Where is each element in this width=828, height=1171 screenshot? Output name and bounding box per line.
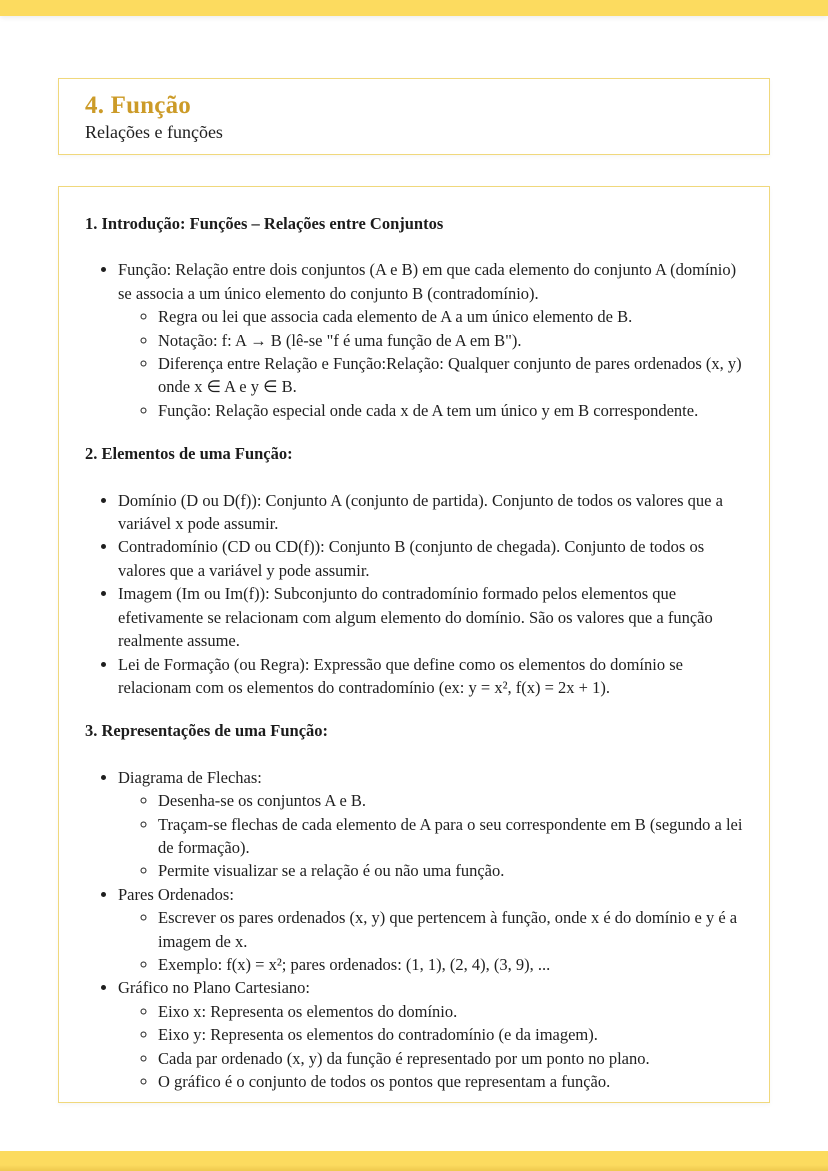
list-item [118, 582, 745, 652]
section [85, 442, 745, 699]
list-item [118, 883, 745, 977]
bullet-list [85, 489, 745, 700]
sub-bullet-list [118, 906, 745, 976]
page-title: 4. Função [85, 92, 191, 119]
sub-list-item-text: Notação: f: A → B (lê-se "f é uma função de A em B"). [158, 330, 522, 350]
list-item-text: Gráfico no Plano Cartesiano: [118, 978, 310, 998]
section [85, 719, 745, 1093]
sub-list-item-text: Cada par ordenado (x, y) da função é representado por um ponto no plano. [158, 1048, 650, 1068]
section [85, 212, 745, 422]
sub-list-item [158, 1047, 745, 1070]
sub-list-item [158, 399, 745, 422]
sub-list-item [158, 352, 745, 399]
list-item-text: Domínio (D ou D(f)): Conjunto A (conjunto de partida). Conjunto de todos os valores que a variável x pode assumir. [118, 490, 723, 534]
sub-list-item [158, 329, 745, 352]
sub-list-item [158, 953, 745, 976]
sub-bullet-list [118, 305, 745, 422]
sub-list-item [158, 859, 745, 882]
list-item [118, 489, 745, 536]
top-accent-bar [0, 0, 828, 16]
list-item [118, 535, 745, 582]
list-item [118, 766, 745, 883]
sub-list-item [158, 1023, 745, 1046]
sub-list-item-text: Traçam-se flechas de cada elemento de A para o seu correspondente em B (segundo a lei de formação). [158, 814, 743, 857]
sub-list-item-text: O gráfico é o conjunto de todos os pontos que representam a função. [158, 1072, 611, 1091]
sub-list-item-text: Desenha-se os conjuntos A e B. [158, 791, 367, 811]
sub-list-item [158, 1070, 745, 1093]
sub-list-item-text: Função: Relação especial onde cada x de A tem um único y em B correspondente. [158, 400, 699, 420]
list-item-text: Diagrama de Flechas: [118, 767, 262, 787]
sub-list-item [158, 789, 745, 812]
list-item-text: Imagem (Im ou Im(f)): Subconjunto do contradomínio formado pelos elementos que efetivamente se relacionam com algum elemento do domínio. São os valores que a função realmente assume. [118, 584, 713, 651]
list-item [118, 653, 745, 700]
sub-list-item-text: Escrever os pares ordenados (x, y) que pertencem à função, onde x é do domínio e y é a imagem de x. [158, 908, 738, 951]
sub-list-item [158, 906, 745, 953]
sub-list-item-text: Eixo y: Representa os elementos do contradomínio (e da imagem). [158, 1025, 598, 1045]
sections [85, 212, 745, 1093]
sub-bullet-list [118, 789, 745, 883]
list-item-text: Contradomínio (CD ou CD(f)): Conjunto B (conjunto de chegada). Conjunto de todos os valores que a variável y pode assumir. [118, 537, 705, 580]
sub-list-item-text: Permite visualizar se a relação é ou não uma função. [158, 861, 505, 881]
notes-card [58, 186, 770, 1103]
bullet-list [85, 258, 745, 422]
bullet-list [85, 766, 745, 1094]
sub-bullet-list [118, 1000, 745, 1094]
sub-list-item-text: Exemplo: f(x) = x²; pares ordenados: (1, 1), (2, 4), (3, 9), ... [158, 954, 551, 974]
sub-list-item [158, 813, 745, 860]
sub-list-item [158, 1000, 745, 1023]
list-item [118, 258, 745, 422]
list-item-text: Função: Relação entre dois conjuntos (A e B) em que cada elemento do conjunto A (domínio) se associa a um único elemento do conjunto B (contradomínio). [118, 260, 737, 303]
sub-list-item-text: Eixo x: Representa os elementos do domínio. [158, 1001, 458, 1021]
section-heading: 1. Introdução: Funções – Relações entre Conjuntos [85, 214, 444, 233]
bottom-accent-bar [0, 1151, 828, 1171]
list-item [118, 976, 745, 1093]
sub-list-item [158, 305, 745, 328]
list-item-text: Lei de Formação (ou Regra): Expressão que define como os elementos do domínio se relacionam com os elementos do contradomínio (ex: y = x², f(x) = 2x + 1). [118, 654, 683, 697]
section-heading: 3. Representações de uma Função: [85, 721, 329, 741]
title-card [58, 78, 770, 155]
page-subtitle: Relações e funções [85, 122, 223, 142]
sub-list-item-text: Regra ou lei que associa cada elemento de A a um único elemento de B. [158, 307, 633, 327]
sub-list-item-text: Diferença entre Relação e Função:Relação: Qualquer conjunto de pares ordenados (x, y) onde x ∈ A e y ∈ B. [158, 354, 742, 397]
list-item-text: Pares Ordenados: [118, 884, 234, 904]
section-heading: 2. Elementos de uma Função: [85, 444, 293, 464]
